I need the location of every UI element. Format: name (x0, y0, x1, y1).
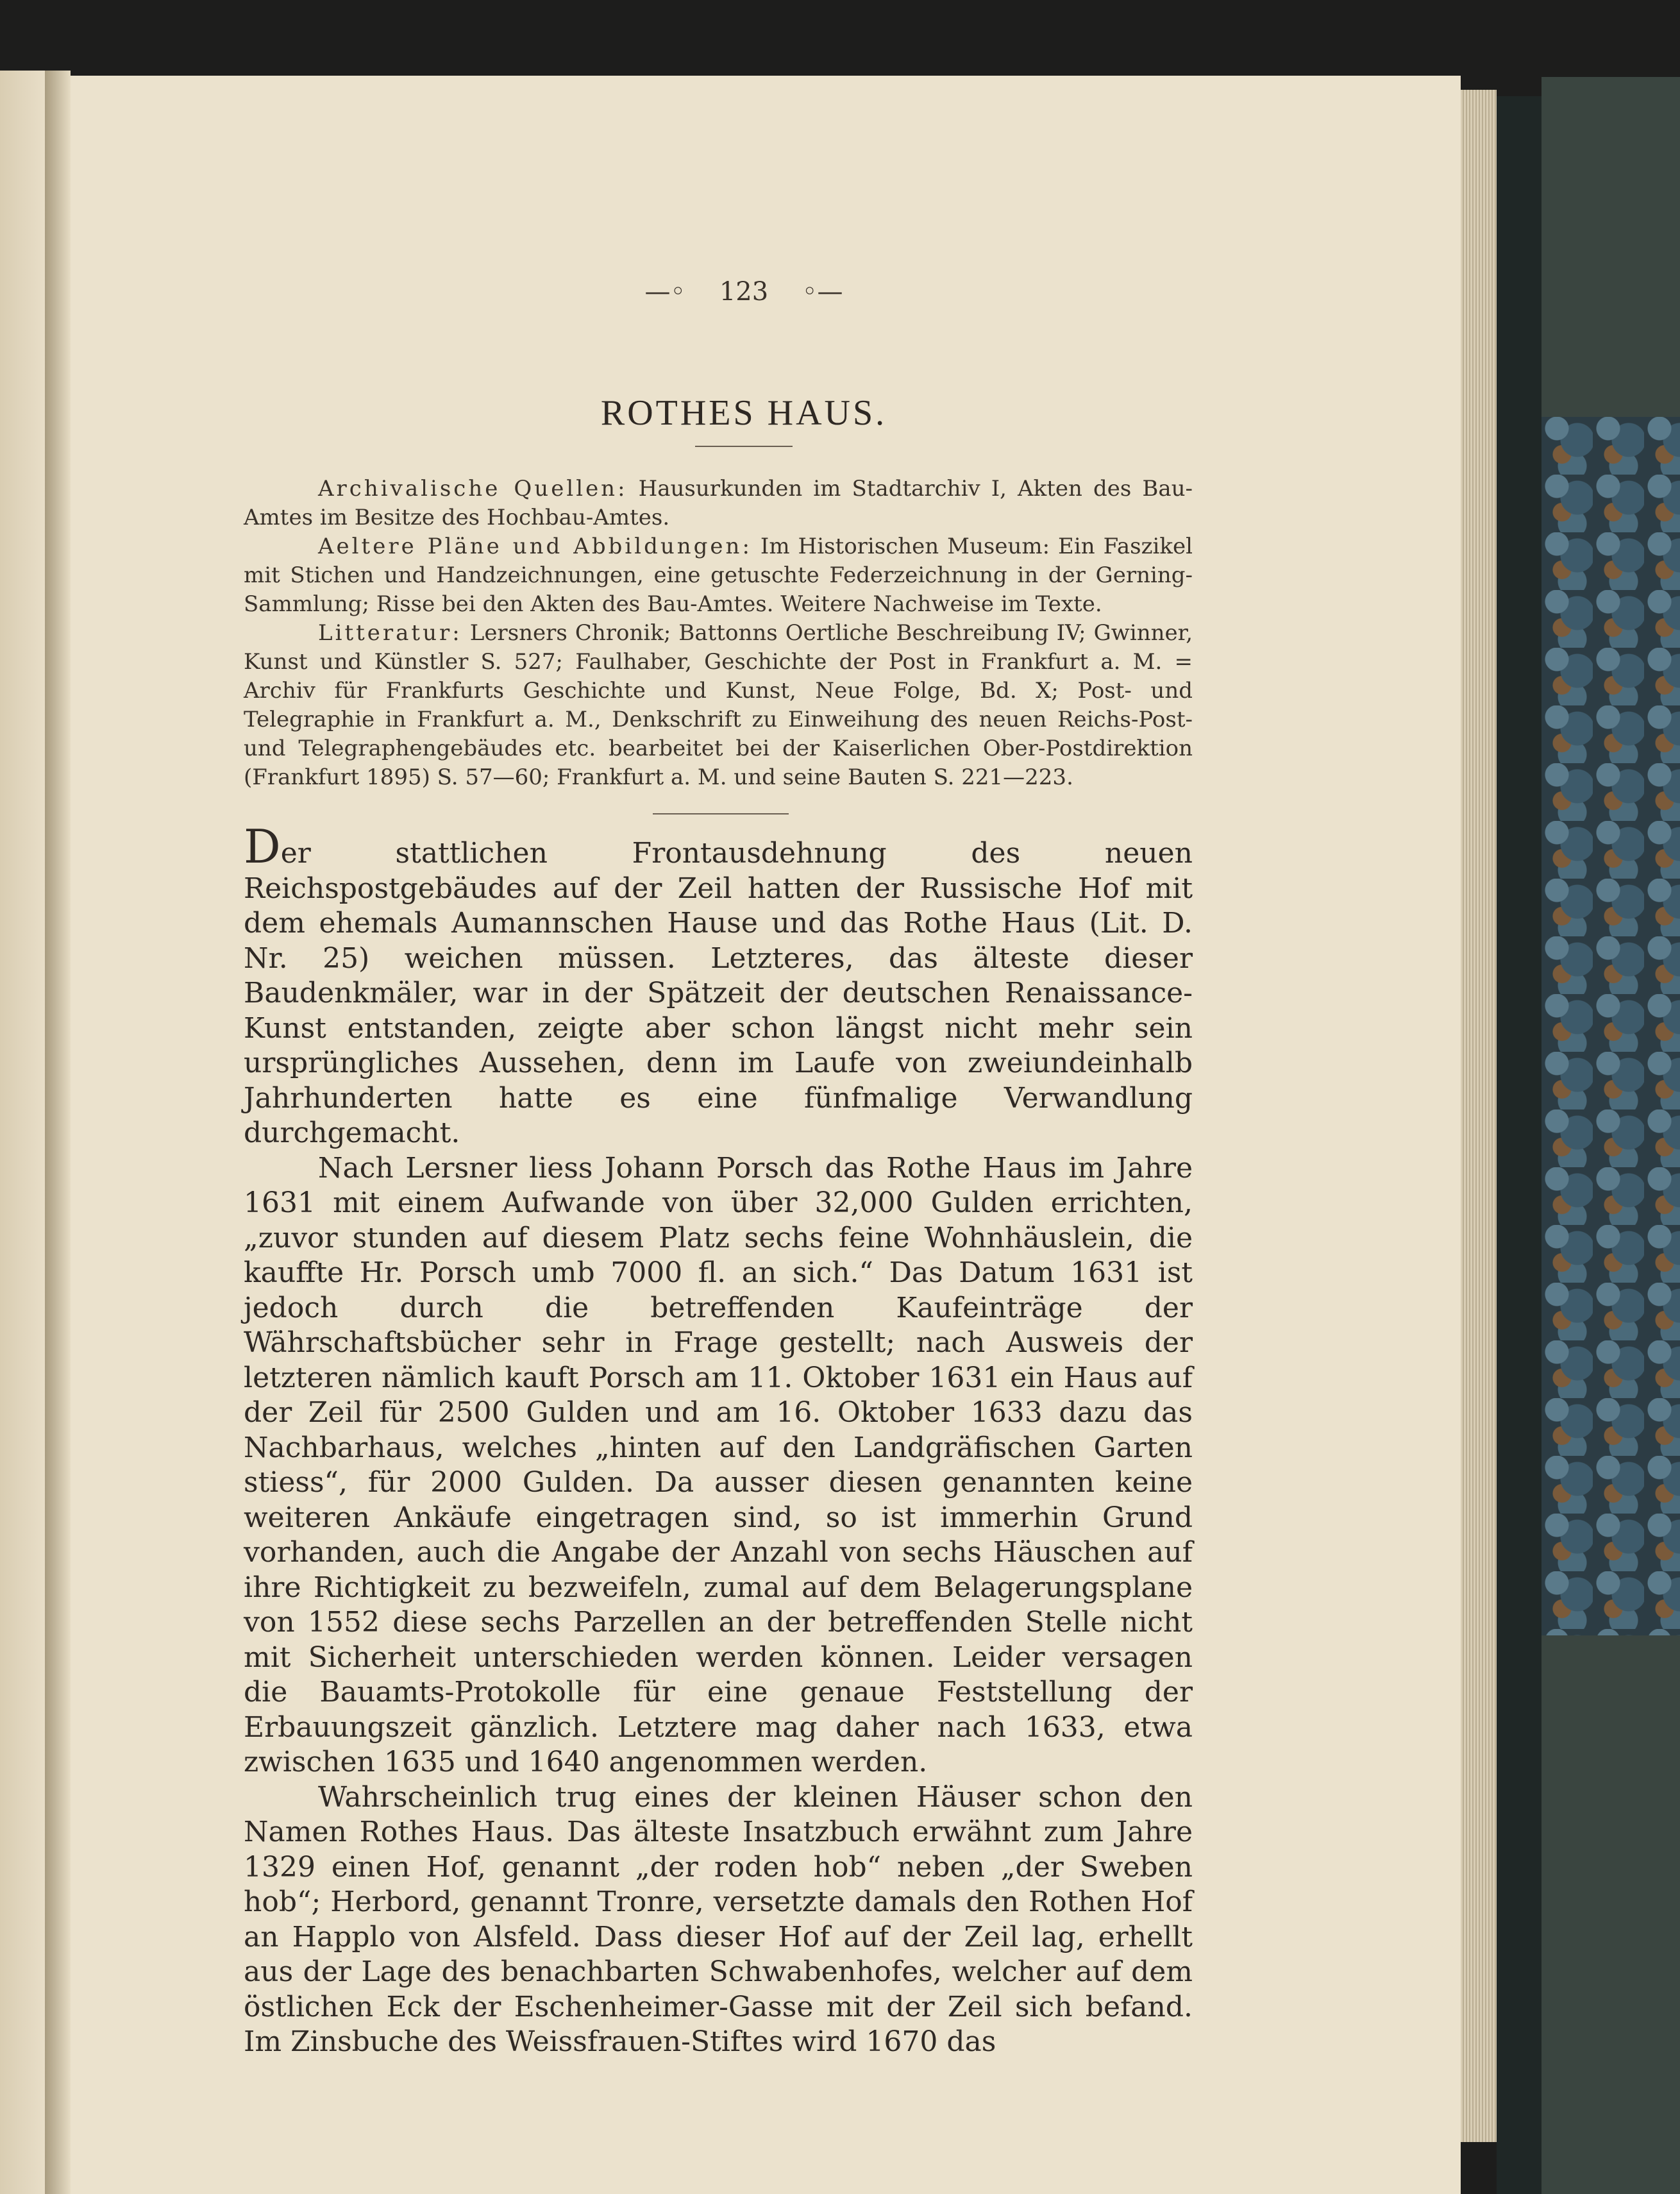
page-stack-edges (1461, 90, 1497, 2142)
body-text (244, 820, 1193, 2060)
reference-label: Litteratur: (318, 620, 462, 646)
left-page-edge (0, 71, 45, 2194)
cover-cloth-bottom (1541, 1635, 1680, 2194)
cover-cloth-top (1541, 77, 1680, 417)
reference-label: Archivalische Quellen: (318, 476, 628, 502)
book-gutter (45, 71, 71, 2194)
reference-text: Hausurkunden im Stadtarchiv I, Akten des Bau-Amtes im Besitze des Hochbau-Amtes. (244, 476, 1193, 530)
paragraph-2: Nach Lersner liess Johann Porsch das Rothe Haus im Jahre 1631 mit einem Aufwande von über 32,000 Gulden errichten, „zuvor stunden auf diesem Platz sechs feine Wohnhäuslein, die kauffte Hr. Porsch umb 7000 fl. an sich.“ Das Datum 1631 ist jedoch durch die betreffenden Kaufeinträge der Währschaftsbücher sehr in Frage gestellt; nach Ausweis der letzteren nämlich kauft Porsch am 11. Oktober 1631 ein Haus auf der Zeil für 2500 Gulden und am 16. Oktober 1633 dazu das Nachbarhaus, welches „hinten auf den Landgräfischen Garten stiess“, für 2000 Gulden. Da ausser diesen genannten keine weiteren Ankäufe eingetragen sind, so ist immerhin Grund vorhanden, auch die Angabe der Anzahl von sechs Häuschen auf ihre Richtigkeit zu bezweifeln, zumal auf dem Belagerungsplane von 1552 diese sechs Parzellen an der betreffenden Stelle nicht mit Sicherheit unterschieden werden können. Leider versagen die Bauamts-Protokolle für eine genaue Feststellung der Erbauungszeit gänzlich. Letztere mag daher nach 1633, etwa zwischen 1635 und 1640 angenommen werden. (244, 1151, 1193, 1778)
page-title: ROTHES HAUS. (600, 393, 887, 433)
reference-plans (244, 532, 1193, 619)
reference-literature (244, 619, 1193, 792)
paragraph-3: Wahrscheinlich trug eines der kleinen Häuser schon den Namen Rothes Haus. Das älteste Insatzbuch erwähnt zum Jahre 1329 einen Hof, genannt „der roden hob“ neben „der Sweben hob“; Herbord, genannt Tronre, versetzte damals den Rothen Hof an Happlo von Alsfeld. Dass dieser Hof auf der Zeil lag, erhellt aus der Lage des benachbarten Schwabenhofes, welcher auf dem östlichen Eck der Eschenheimer-Gasse mit der Zeil sich befand. Im Zinsbuche des Weissfrauen-Stiftes wird 1670 das (244, 1780, 1193, 2058)
paragraph-1 (244, 820, 1193, 1151)
drop-cap: D (244, 820, 281, 873)
reference-text: Im Historischen Museum: Ein Faszikel mit Stichen und Handzeichnungen, eine getuschte Federzeichnung in der Gerning-Sammlung; Risse bei den Akten des Bau-Amtes. Weitere Nachweise im Texte. (244, 534, 1193, 617)
reference-archival (244, 475, 1193, 532)
ornament-left: —◦ (644, 277, 686, 307)
paragraph-1-text: er stattlichen Frontausdehnung des neuen Reichspostgebäudes auf der Zeil hatten der Russische Hof mit dem ehemals Aumannschen Hause und das Rothe Haus (Lit. D. Nr. 25) weichen müssen. Letzteres, das älteste dieser Baudenkmäler, war in der Spätzeit der deutschen Renaissance-Kunst entstanden, zeigte aber schon längst nicht mehr sein ursprüngliches Aussehen, denn im Laufe von zweiundeinhalb Jahrhunderten hatte es eine fünfmalige Verwandlung durchgemacht. (244, 837, 1193, 1149)
reference-text: Lersners Chronik; Battonns Oertliche Beschreibung IV; Gwinner, Kunst und Künstler S. 527; Faulhaber, Geschichte der Post in Frankfurt a. M. = Archiv für Frankfurts Geschichte und Kunst, Neue Folge, Bd. X; Post- und Telegraphie in Frankfurt a. M., Denkschrift zu Einweihung des neuen Reichs-Post- und Telegraphengebäudes etc. bearbeitet bei der Kaiserlichen Ober-Postdirektion (Frankfurt 1895) S. 57—60; Frankfurt a. M. und seine Bauten S. 221—223. (244, 620, 1193, 790)
reference-label: Aeltere Pläne und Abbildungen: (318, 534, 752, 559)
book-cover-board (1497, 96, 1541, 2194)
references-block (244, 475, 1193, 792)
marbled-paper (1541, 417, 1680, 1635)
title-rule (695, 446, 793, 447)
section-rule (653, 813, 789, 814)
ornament-right: ◦— (802, 277, 843, 307)
page-number-value: 123 (719, 277, 769, 307)
page-number (616, 277, 872, 307)
